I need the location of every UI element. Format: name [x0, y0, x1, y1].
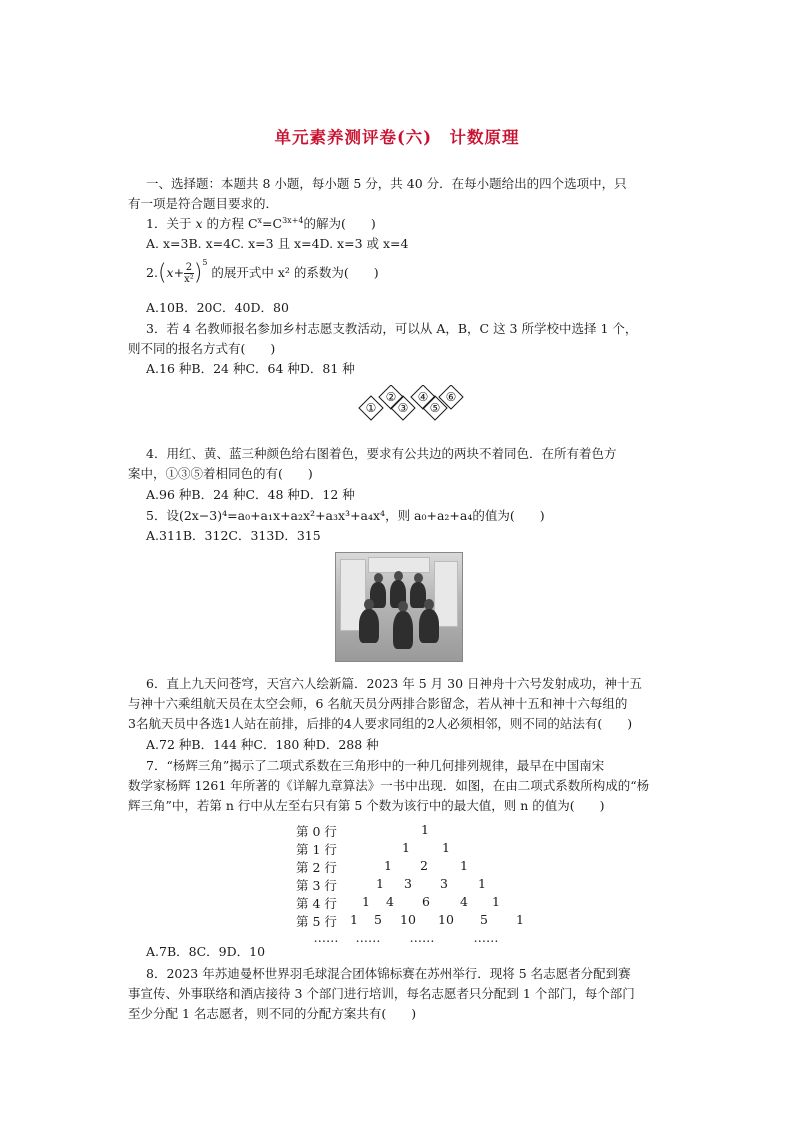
question-7-line1: 7．“杨辉三角”揭示了二项式系数在三角形中的一种几何排列规律，最早在中国南宋 — [146, 758, 605, 773]
triangle-row: 第 4 行 1 4 6 4 1 — [296, 894, 500, 911]
triangle-row: 第 0 行 1 — [296, 822, 429, 839]
question-6-line2: 与神十六乘组航天员在太空会师，6 名航天员分两排合影留念，若从神十五和神十六每组的 — [128, 696, 628, 711]
question-6-options: A.72 种B．144 种C．180 种D．288 种 — [146, 737, 379, 752]
region-label-4: ④ — [417, 390, 429, 404]
question-7-line3: 辉三角”中，若第 n 行中从左至右只有第 5 个数为该行中的最大值，则 n 的值为( ) — [128, 798, 605, 813]
question-8-line1: 8．2023 年苏迪曼杯世界羽毛球混合团体锦标赛在苏州举行．现将 5 名志愿者分配到赛 — [146, 966, 631, 981]
region-label-5: ⑤ — [429, 401, 441, 415]
question-3-options: A.16 种B．24 种C．64 种D．81 种 — [146, 361, 355, 376]
question-6-line3: 3名航天员中各选1人站在前排，后排的4人要求同组的2人必须相邻，则不同的站法有( ) — [128, 716, 633, 731]
question-5: 5．设(2x−3)⁴=a₀+a₁x+a₂x²+a₃x³+a₄x⁴，则 a₀+a₂+a₄的值为( ) — [146, 508, 545, 523]
page-title: 单元素养测评卷(六) 计数原理 — [274, 128, 520, 147]
question-3-line2: 则不同的报名方式有( ) — [128, 341, 276, 356]
question-8-line3: 至少分配 1 名志愿者，则不同的分配方案共有( ) — [128, 1006, 417, 1021]
triangle-row: 第 3 行 1 3 3 1 — [296, 876, 486, 893]
astronaut-photo — [335, 552, 463, 662]
question-4-options: A.96 种B．24 种C．48 种D．12 种 — [146, 487, 355, 502]
region-label-2: ② — [385, 390, 397, 404]
region-label-1: ① — [365, 401, 377, 415]
triangle-row: 第 2 行 1 2 1 — [296, 858, 468, 875]
question-2: 2.(x+ $\frac{2}{\text{x²}}$ )$^5$ 的展开式中 x² 的系数为( ) — [146, 258, 379, 286]
region-label-6: ⑥ — [445, 390, 457, 404]
question-4-line1: 4．用红、黄、蓝三种颜色给右图着色，要求有公共边的两块不着同色．在所有着色方 — [146, 446, 617, 461]
section-intro-line2: 有一项是符合题目要求的． — [128, 196, 279, 211]
question-1-options: A. x=3B. x=4C. x=3 且 x=4D. x=3 或 x=4 — [146, 236, 409, 251]
question-1: 1．关于 x 的方程 $C^x=C^{3x+4}$的解为( ) — [146, 216, 376, 231]
triangle-row-dots: …… …… …… …… — [313, 930, 499, 945]
region-label-3: ③ — [397, 401, 409, 415]
question-5-options: A.311B．312C．313D．315 — [146, 528, 321, 543]
question-8-line2: 事宣传、外事联络和酒店接待 3 个部门进行培训，每名志愿者只分配到 1 个部门，每个部门 — [128, 986, 635, 1001]
question-7-line2: 数学家杨辉 1261 年所著的《详解九章算法》一书中出现．如图，在由二项式系数所构成的“杨 — [128, 778, 650, 793]
question-2-options: A.10B．20C．40D．80 — [146, 300, 289, 315]
question-7-options: A.7B．8C．9D．10 — [146, 944, 266, 959]
question-6-line1: 6．直上九天问苍穹，天宫六人绘新篇．2023 年 5 月 30 日神舟十六号发射成功，神十五 — [146, 676, 642, 691]
section-intro-line1: 一、选择题：本题共 8 小题，每小题 5 分，共 40 分．在每小题给出的四个选项中，只 — [146, 176, 627, 191]
question-3-line1: 3．若 4 名教师报名参加乡村志愿支教活动，可以从 A，B，C 这 3 所学校中选择 1 个， — [146, 321, 638, 336]
triangle-row: 第 1 行 1 1 — [296, 840, 450, 857]
diamond-figure — [350, 385, 468, 431]
fraction: $\frac{2}{\text{x²}}$ — [184, 262, 194, 285]
question-4-line2: 案中，①③⑤着相同色的有( ) — [128, 466, 313, 481]
triangle-row: 第 5 行 1 5 10 10 5 1 — [296, 912, 524, 929]
